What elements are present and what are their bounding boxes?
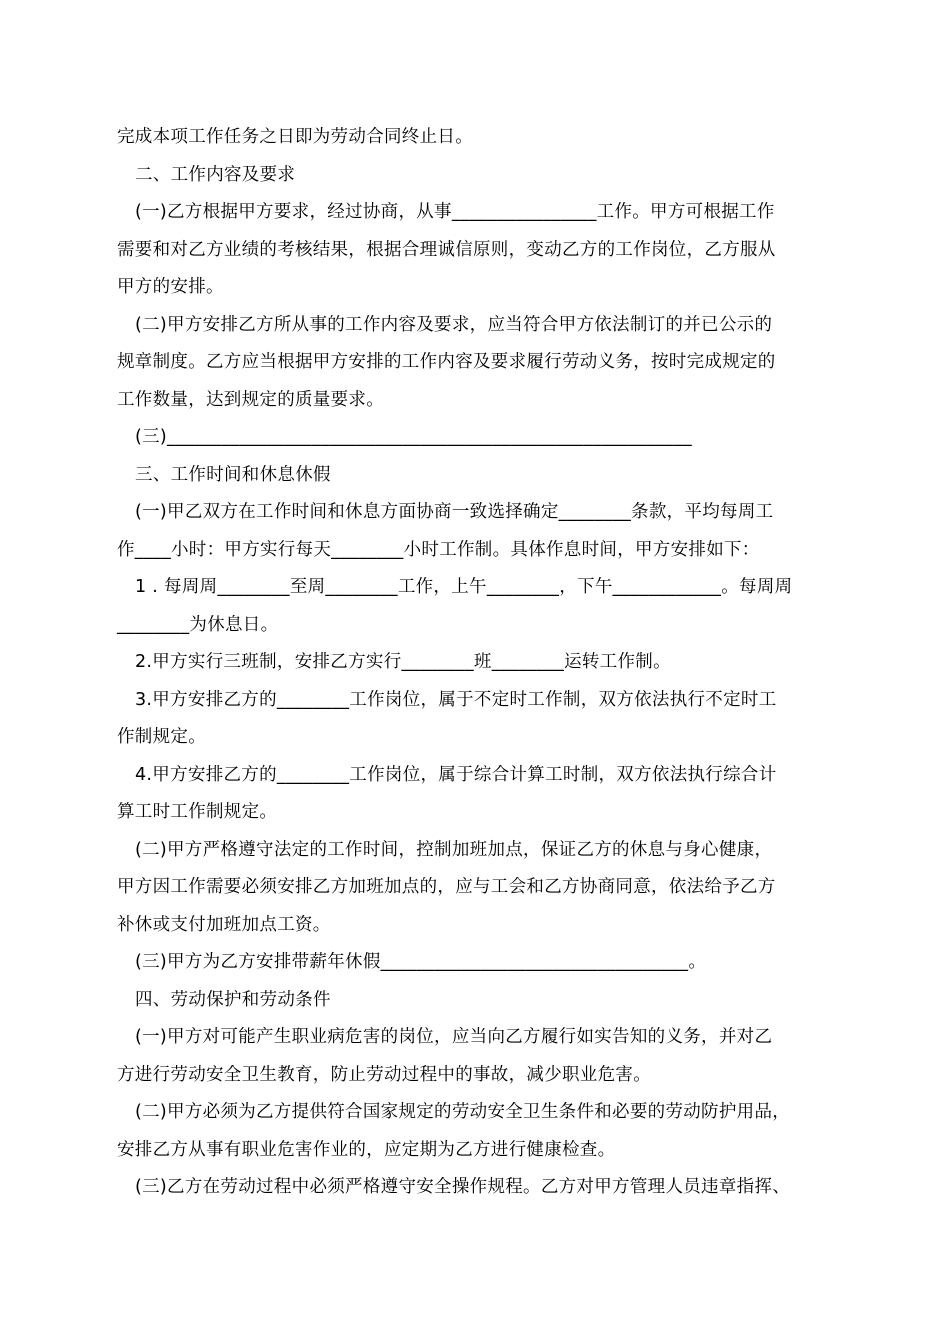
section-heading: 四、劳动保护和劳动条件: [135, 989, 331, 1010]
text-line: 1 . 每周周________至周________工作，上午________，下午____________。每周周: [135, 577, 793, 597]
text-line: (二)甲方严格遵守法定的工作时间，控制加班加点，保证乙方的休息与身心健康，: [135, 839, 773, 860]
text-line: (二)甲方安排乙方所从事的工作内容及要求，应当符合甲方依法制订的并已公示的: [135, 314, 773, 335]
text-line: 完成本项工作任务之日即为劳动合同终止日。: [117, 127, 473, 147]
text-line: (一)乙方根据甲方要求，经过协商，从事________________工作。甲方可根据工作: [135, 202, 775, 222]
text-line: 作制规定。: [117, 727, 206, 747]
text-line: 算工时工作制规定。: [117, 802, 278, 822]
text-line: (三)甲方为乙方安排带薪年休假__________________________________。: [135, 952, 707, 972]
text-line: 安排乙方从事有职业危害作业的，应定期为乙方进行健康检查。: [117, 1139, 616, 1160]
text-line: 工作数量，达到规定的质量要求。: [117, 389, 384, 410]
text-line: 补休或支付加班加点工资。: [117, 914, 331, 935]
text-line: (一)甲乙双方在工作时间和休息方面协商一致选择确定________条款，平均每周工: [135, 502, 774, 522]
text-line: 甲方的安排。: [117, 277, 224, 297]
text-line: 甲方因工作需要必须安排乙方加班加点的，应与工会和乙方协商同意，依法给予乙方: [117, 877, 776, 897]
text-line: (三)乙方在劳动过程中必须严格遵守安全操作规程。乙方对甲方管理人员违章指挥、: [135, 1177, 791, 1197]
text-line: ________为休息日。: [117, 614, 279, 635]
text-line: 方进行劳动安全卫生教育，防止劳动过程中的事故，减少职业危害。: [117, 1064, 651, 1085]
text-line: (二)甲方必须为乙方提供符合国家规定的劳动安全卫生条件和必要的劳动防护用品，: [135, 1102, 791, 1122]
document-body: [117, 119, 837, 1207]
text-line: 作____小时：甲方实行每天________小时工作制。具体作息时间，甲方安排如下：: [117, 539, 760, 560]
text-line: 2.甲方实行三班制，安排乙方实行________班________运转工作制。: [135, 652, 671, 672]
section-heading: 三、工作时间和休息休假: [135, 464, 331, 485]
text-line: (一)甲方对可能产生职业病危害的岗位，应当向乙方履行如实告知的义务，并对乙: [135, 1027, 773, 1047]
text-line: 3.甲方安排乙方的________工作岗位，属于不定时工作制，双方依法执行不定时工: [135, 689, 777, 710]
text-line: (三)__________________________________________________________: [135, 427, 692, 447]
section-heading: 二、工作内容及要求: [135, 164, 296, 185]
text-line: 需要和对乙方业绩的考核结果，根据合理诚信原则，变动乙方的工作岗位，乙方服从: [117, 239, 776, 260]
text-line: 规章制度。乙方应当根据甲方安排的工作内容及要求履行劳动义务，按时完成规定的: [117, 352, 776, 372]
text-line: 4.甲方安排乙方的________工作岗位，属于综合计算工时制，双方依法执行综合计: [135, 764, 777, 785]
